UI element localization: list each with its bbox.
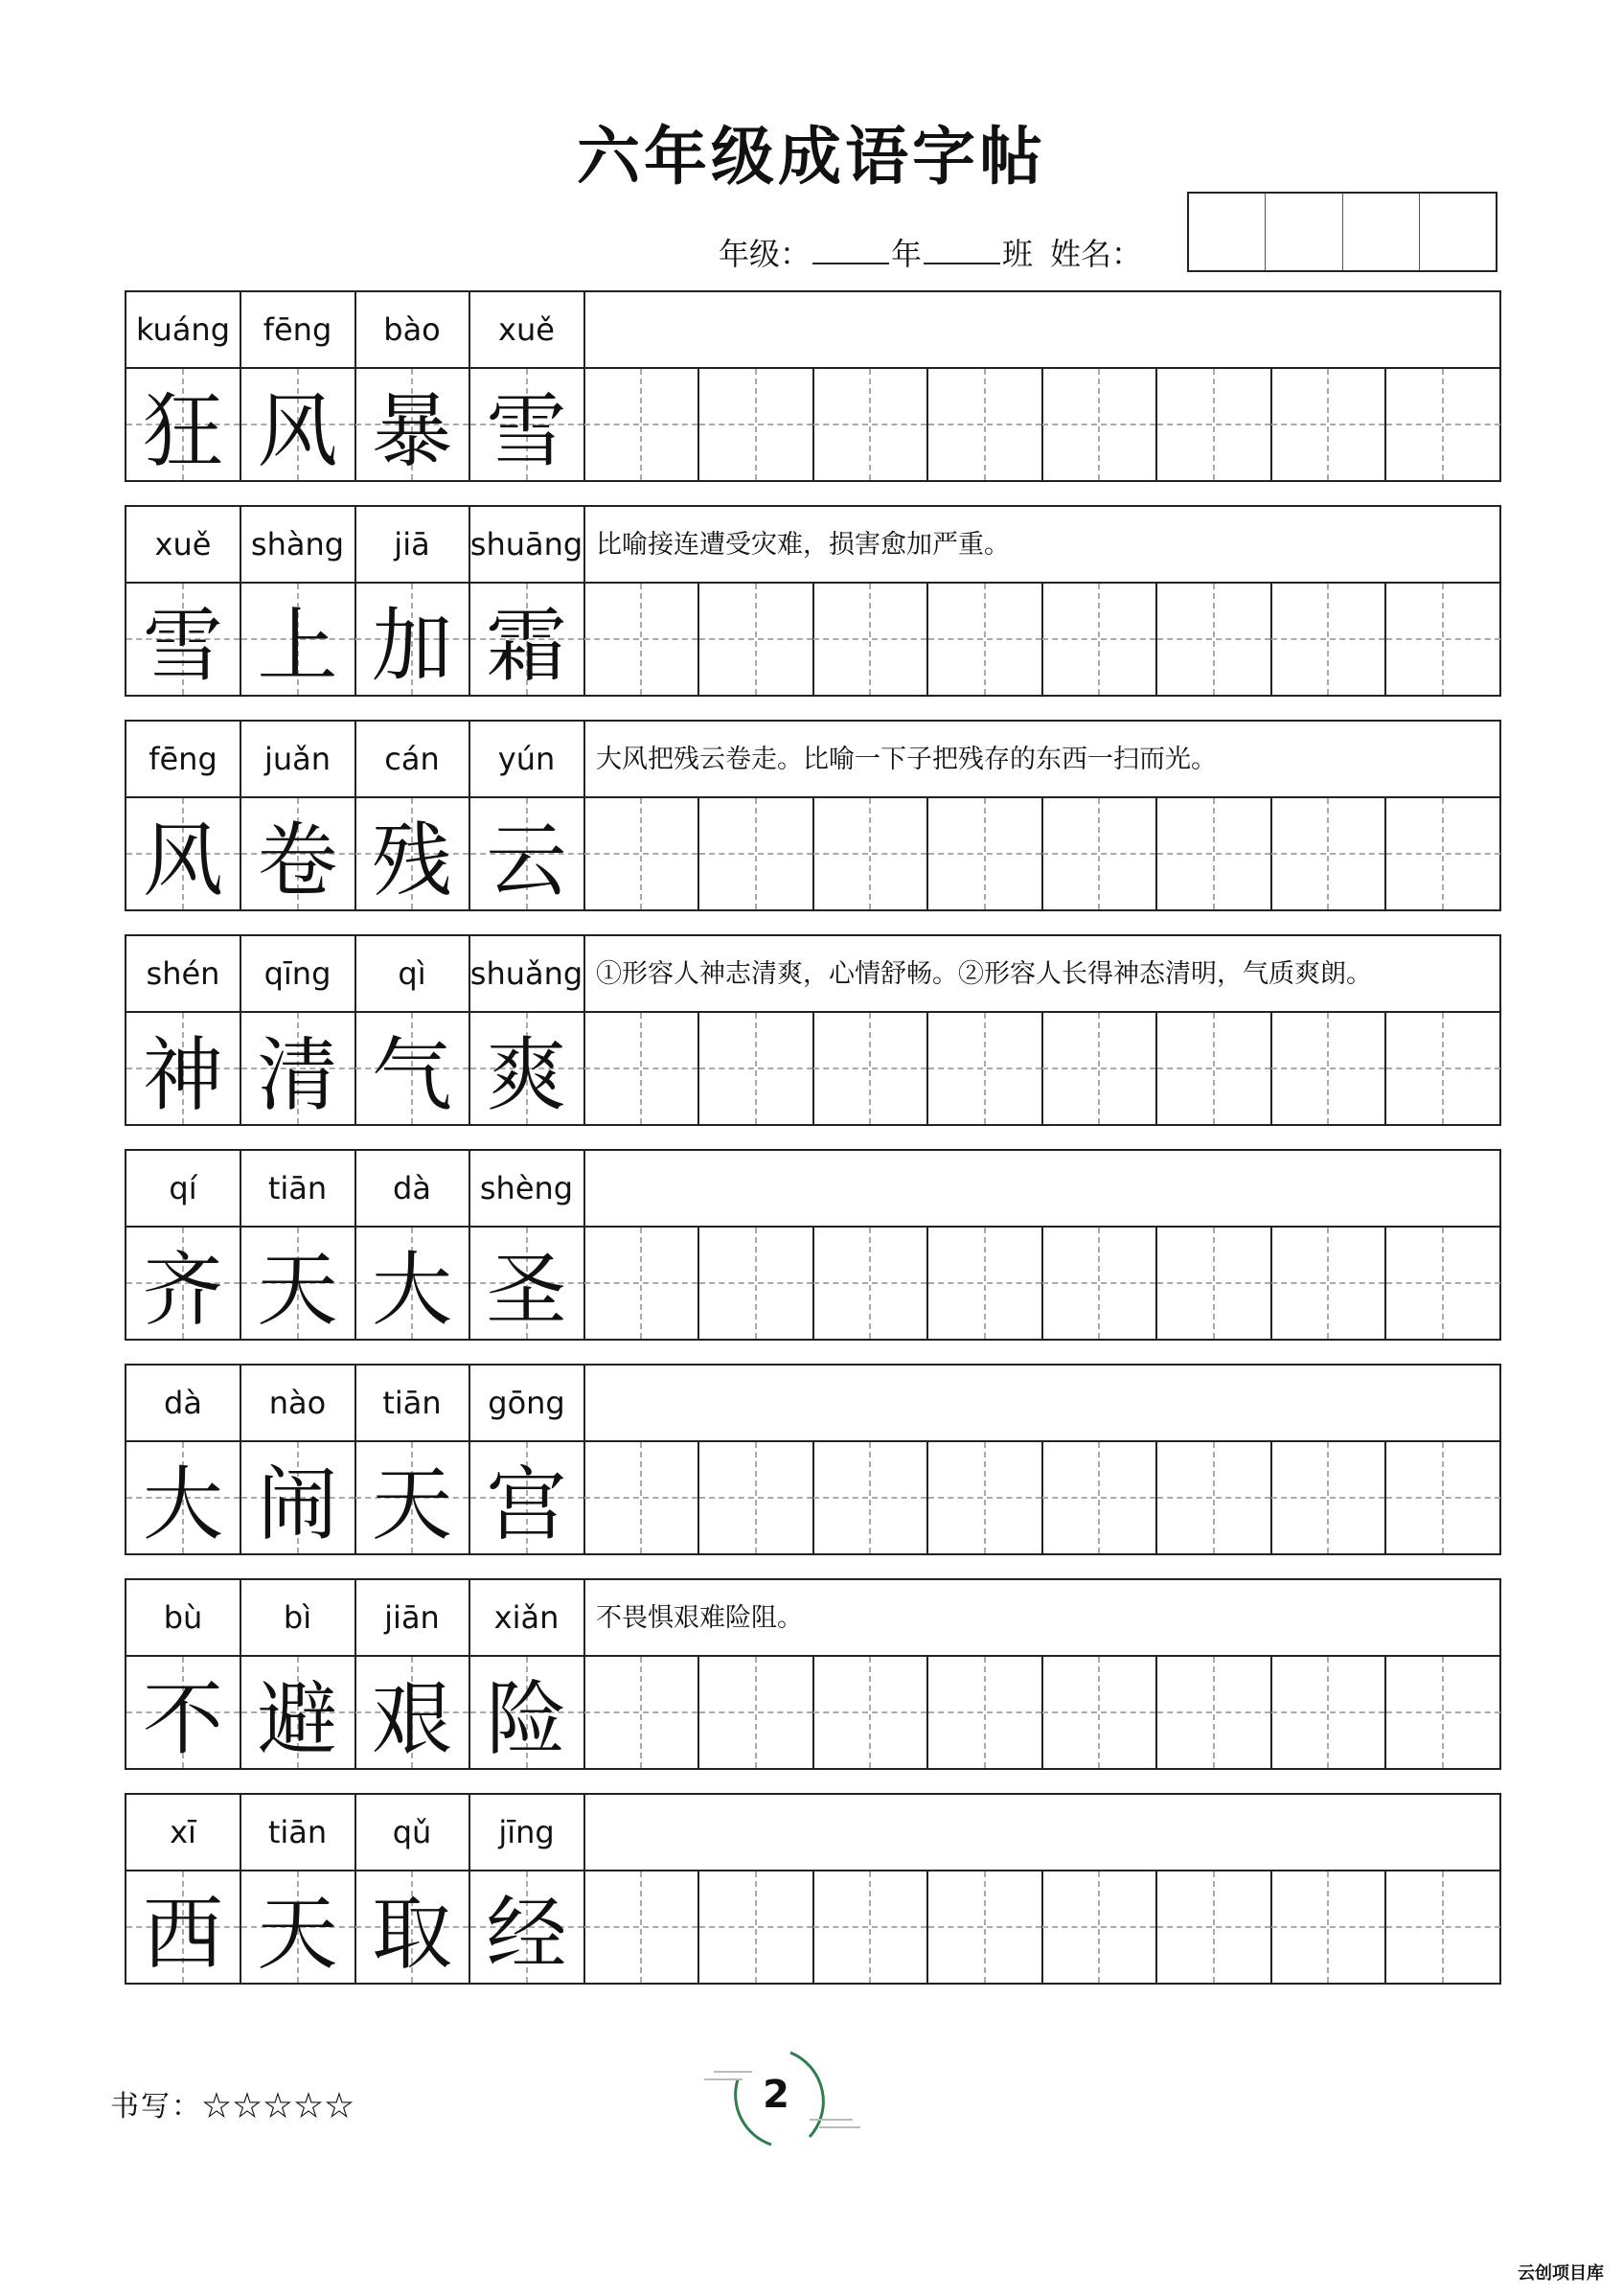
model-char-cell <box>355 1228 470 1339</box>
idiom-block <box>125 1793 1501 1985</box>
pinyin-cell: tiān <box>241 1795 356 1870</box>
pinyin-cell: qǔ <box>355 1795 470 1870</box>
practice-cell[interactable] <box>1157 798 1272 909</box>
practice-cell[interactable] <box>1271 1228 1386 1339</box>
practice-cell[interactable] <box>928 1013 1043 1124</box>
model-char-cell <box>241 1013 356 1124</box>
grid-guide-vertical <box>1327 1871 1329 1983</box>
model-char-cell <box>470 369 585 480</box>
grid-guide-vertical <box>640 1228 642 1339</box>
model-char-cell <box>126 1228 241 1339</box>
practice-cell[interactable] <box>1386 1657 1500 1768</box>
model-char-cell <box>241 584 356 695</box>
grid-guide-vertical <box>1098 1871 1100 1983</box>
model-character: 神 <box>142 1027 223 1122</box>
grid-guide-vertical <box>1098 584 1100 695</box>
idiom-meaning <box>596 1373 1487 1435</box>
page-title: 六年级成语字帖 <box>577 119 1046 194</box>
model-char-cell <box>126 1013 241 1124</box>
practice-cell[interactable] <box>1157 1442 1272 1553</box>
practice-cell[interactable] <box>699 1442 814 1553</box>
model-character: 上 <box>257 598 338 693</box>
pinyin-cell: tiān <box>355 1366 470 1440</box>
model-char-cell <box>126 1657 241 1768</box>
model-char-cell <box>355 1871 470 1983</box>
practice-cell[interactable] <box>1157 1013 1272 1124</box>
practice-cell[interactable] <box>699 1657 814 1768</box>
pinyin-row <box>126 1795 1499 1871</box>
pinyin-row <box>126 1580 1499 1657</box>
practice-cell[interactable] <box>928 1657 1043 1768</box>
grid-guide-vertical <box>1213 369 1215 480</box>
practice-cell[interactable] <box>1386 584 1500 695</box>
model-character: 闹 <box>257 1457 338 1551</box>
practice-cell[interactable] <box>1386 798 1500 909</box>
practice-cell[interactable] <box>1042 584 1157 695</box>
idiom-meaning: 大风把残云卷走。比喻一下子把残存的东西一扫而光。 <box>596 745 1217 774</box>
practice-cell[interactable] <box>1386 369 1500 480</box>
model-character: 经 <box>486 1886 567 1981</box>
model-character: 风 <box>142 813 223 907</box>
grid-guide-vertical <box>1213 1013 1215 1124</box>
grid-guide-vertical <box>869 369 871 480</box>
grid-guide-vertical <box>1442 584 1444 695</box>
model-character: 不 <box>142 1671 223 1766</box>
pinyin-cell: shàng <box>241 507 356 582</box>
grid-guide-vertical <box>755 1013 757 1124</box>
idiom-block <box>125 1578 1501 1770</box>
grid-guide-vertical <box>640 1657 642 1768</box>
practice-cell[interactable] <box>928 1871 1043 1983</box>
model-char-cell <box>241 1657 356 1768</box>
writing-row <box>126 1442 1499 1553</box>
practice-cell[interactable] <box>1271 1657 1386 1768</box>
grid-guide-vertical <box>1327 369 1329 480</box>
grid-guide-vertical <box>1327 798 1329 909</box>
rating-label: 书写： <box>110 2090 202 2124</box>
writing-row <box>126 1013 1499 1124</box>
grid-guide-vertical <box>1213 584 1215 695</box>
model-char-cell <box>470 1013 585 1124</box>
model-char-cell <box>355 1657 470 1768</box>
watermark: 云创项目库 <box>1518 2263 1604 2284</box>
practice-cell[interactable] <box>1042 1228 1157 1339</box>
practice-cell[interactable] <box>1157 1657 1272 1768</box>
pinyin-cell: bào <box>355 292 470 367</box>
page-number: 2 <box>763 2073 789 2117</box>
model-char-cell <box>126 1871 241 1983</box>
practice-cell[interactable] <box>1157 369 1272 480</box>
idiom-meaning: 不畏惧艰难险阻。 <box>596 1603 803 1633</box>
practice-cell[interactable] <box>1042 798 1157 909</box>
model-char-cell <box>241 1442 356 1553</box>
writing-row <box>126 1228 1499 1339</box>
practice-cell[interactable] <box>584 1871 699 1983</box>
grade-label: 年级： <box>719 236 812 272</box>
name-boxes[interactable] <box>1187 192 1497 272</box>
year-suffix: 年 <box>891 236 923 272</box>
writing-row <box>126 1657 1499 1768</box>
practice-cell[interactable] <box>584 1228 699 1339</box>
model-character: 雪 <box>486 383 567 478</box>
pinyin-cell: bù <box>126 1580 241 1655</box>
practice-cell[interactable] <box>584 369 699 480</box>
practice-cell[interactable] <box>813 369 928 480</box>
grid-guide-vertical <box>1327 1442 1329 1553</box>
pinyin-cell: juǎn <box>241 722 356 796</box>
idiom-meaning: ①形容人神志清爽，心情舒畅。②形容人长得神态清明，气质爽朗。 <box>596 959 1372 989</box>
model-char-cell <box>355 584 470 695</box>
grid-guide-vertical <box>640 584 642 695</box>
grid-guide-vertical <box>869 1871 871 1983</box>
practice-cell[interactable] <box>813 1871 928 1983</box>
idiom-block <box>125 1149 1501 1341</box>
model-char-cell <box>126 369 241 480</box>
grid-guide-vertical <box>755 1657 757 1768</box>
model-character: 气 <box>371 1027 452 1122</box>
grid-guide-vertical <box>1327 1228 1329 1339</box>
grid-guide-vertical <box>1442 369 1444 480</box>
grid-guide-vertical <box>869 1657 871 1768</box>
grid-guide-vertical <box>640 369 642 480</box>
model-character: 加 <box>371 598 452 693</box>
practice-cell[interactable] <box>1271 369 1386 480</box>
grid-guide-vertical <box>984 584 986 695</box>
model-character: 圣 <box>486 1242 567 1337</box>
idiom-block <box>125 934 1501 1126</box>
idiom-block <box>125 505 1501 697</box>
writing-row <box>126 369 1499 480</box>
model-character: 险 <box>486 1671 567 1766</box>
pinyin-cell: kuáng <box>126 292 241 367</box>
grid-guide-vertical <box>1442 1657 1444 1768</box>
pinyin-row <box>126 507 1499 584</box>
grid-guide-vertical <box>1442 1228 1444 1339</box>
student-info-line <box>719 230 1142 274</box>
model-char-cell <box>126 798 241 909</box>
grade-year-blank[interactable] <box>812 238 889 264</box>
model-character: 西 <box>142 1886 223 1981</box>
pinyin-cell: dà <box>355 1151 470 1226</box>
practice-cell[interactable] <box>1386 1228 1500 1339</box>
practice-cell[interactable] <box>1157 1228 1272 1339</box>
grid-guide-vertical <box>1098 369 1100 480</box>
model-character: 狂 <box>142 383 223 478</box>
grid-guide-vertical <box>1327 1013 1329 1124</box>
pinyin-cell: qīng <box>241 936 356 1011</box>
practice-cell[interactable] <box>813 1013 928 1124</box>
idiom-block <box>125 720 1501 911</box>
grid-guide-vertical <box>869 584 871 695</box>
pinyin-cell: gōng <box>470 1366 585 1440</box>
model-char-cell <box>126 1442 241 1553</box>
pinyin-cell: jiā <box>355 507 470 582</box>
idiom-block <box>125 290 1501 482</box>
name-box[interactable] <box>1266 194 1342 270</box>
grid-guide-vertical <box>1327 584 1329 695</box>
grid-guide-vertical <box>755 1442 757 1553</box>
class-blank[interactable] <box>924 238 1000 264</box>
practice-cell[interactable] <box>584 1657 699 1768</box>
model-character: 齐 <box>142 1242 223 1337</box>
pinyin-cell: nào <box>241 1366 356 1440</box>
grid-guide-vertical <box>1098 798 1100 909</box>
model-char-cell <box>355 369 470 480</box>
model-character: 残 <box>371 813 452 907</box>
pinyin-cell: fēng <box>126 722 241 796</box>
pinyin-cell: xuě <box>470 292 585 367</box>
grid-guide-vertical <box>755 369 757 480</box>
grid-guide-vertical <box>1213 1871 1215 1983</box>
practice-cell[interactable] <box>813 798 928 909</box>
name-box[interactable] <box>1343 194 1420 270</box>
practice-cell[interactable] <box>1271 798 1386 909</box>
idiom-block <box>125 1364 1501 1555</box>
model-char-cell <box>470 1442 585 1553</box>
practice-cell[interactable] <box>1386 1013 1500 1124</box>
grid-guide-vertical <box>984 1871 986 1983</box>
model-character: 天 <box>257 1242 338 1337</box>
pinyin-cell: shuǎng <box>470 936 585 1011</box>
grid-guide-vertical <box>640 798 642 909</box>
pinyin-cell: tiān <box>241 1151 356 1226</box>
pinyin-cell: shèng <box>470 1151 585 1226</box>
pinyin-row <box>126 1366 1499 1442</box>
grid-guide-vertical <box>984 1442 986 1553</box>
model-character: 雪 <box>142 598 223 693</box>
grid-guide-vertical <box>1213 1228 1215 1339</box>
practice-cell[interactable] <box>1271 1871 1386 1983</box>
model-char-cell <box>470 1871 585 1983</box>
practice-cell[interactable] <box>928 369 1043 480</box>
pinyin-cell: cán <box>355 722 470 796</box>
grid-guide-vertical <box>1442 1442 1444 1553</box>
practice-cell[interactable] <box>699 369 814 480</box>
practice-cell[interactable] <box>813 1442 928 1553</box>
grid-guide-vertical <box>984 798 986 909</box>
model-character: 爽 <box>486 1027 567 1122</box>
grid-guide-vertical <box>640 1013 642 1124</box>
practice-cell[interactable] <box>699 1228 814 1339</box>
practice-cell[interactable] <box>928 798 1043 909</box>
grid-guide-vertical <box>984 1657 986 1768</box>
practice-cell[interactable] <box>1157 1871 1272 1983</box>
model-character: 暴 <box>371 383 452 478</box>
practice-cell[interactable] <box>699 1013 814 1124</box>
name-box[interactable] <box>1189 194 1266 270</box>
practice-cell[interactable] <box>584 1013 699 1124</box>
model-char-cell <box>355 1442 470 1553</box>
pinyin-cell: jiān <box>355 1580 470 1655</box>
grid-guide-vertical <box>1098 1442 1100 1553</box>
idiom-meaning: 比喻接连遭受灾难，损害愈加严重。 <box>596 530 1010 560</box>
practice-cell[interactable] <box>1271 584 1386 695</box>
grid-guide-vertical <box>869 1013 871 1124</box>
grid-guide-vertical <box>755 1228 757 1339</box>
model-char-cell <box>241 798 356 909</box>
grid-guide-vertical <box>869 1228 871 1339</box>
practice-cell[interactable] <box>699 584 814 695</box>
model-char-cell <box>241 369 356 480</box>
writing-row <box>126 1871 1499 1983</box>
pinyin-cell: bì <box>241 1580 356 1655</box>
pinyin-cell: qì <box>355 936 470 1011</box>
pinyin-cell: fēng <box>241 292 356 367</box>
practice-cell[interactable] <box>1042 1013 1157 1124</box>
practice-cell[interactable] <box>813 584 928 695</box>
pinyin-cell: jīng <box>470 1795 585 1870</box>
pinyin-cell: qí <box>126 1151 241 1226</box>
model-char-cell <box>355 798 470 909</box>
grid-guide-vertical <box>984 1013 986 1124</box>
practice-cell[interactable] <box>1386 1442 1500 1553</box>
model-char-cell <box>241 1228 356 1339</box>
pinyin-cell: xī <box>126 1795 241 1870</box>
pinyin-row <box>126 292 1499 369</box>
practice-cell[interactable] <box>1042 1871 1157 1983</box>
practice-cell[interactable] <box>1271 1013 1386 1124</box>
writing-row <box>126 798 1499 909</box>
model-character: 云 <box>486 813 567 907</box>
grid-guide-vertical <box>1098 1013 1100 1124</box>
practice-cell[interactable] <box>1042 1442 1157 1553</box>
practice-cell[interactable] <box>928 584 1043 695</box>
practice-cell[interactable] <box>928 1228 1043 1339</box>
practice-cell[interactable] <box>584 798 699 909</box>
grid-guide-vertical <box>640 1442 642 1553</box>
practice-cell[interactable] <box>1042 369 1157 480</box>
writing-rating <box>110 2082 355 2124</box>
model-character: 清 <box>257 1027 338 1122</box>
grid-guide-vertical <box>1442 1871 1444 1983</box>
practice-cell[interactable] <box>813 1657 928 1768</box>
pinyin-cell: shén <box>126 936 241 1011</box>
name-box[interactable] <box>1420 194 1496 270</box>
grid-guide-vertical <box>755 1871 757 1983</box>
idiom-meaning <box>596 1802 1487 1864</box>
model-char-cell <box>241 1871 356 1983</box>
grid-guide-vertical <box>1442 1013 1444 1124</box>
grid-guide-vertical <box>1098 1657 1100 1768</box>
pinyin-row <box>126 1151 1499 1228</box>
model-character: 霜 <box>486 598 567 693</box>
practice-cell[interactable] <box>1042 1657 1157 1768</box>
writing-row <box>126 584 1499 695</box>
model-character: 风 <box>257 383 338 478</box>
model-character: 大 <box>142 1457 223 1551</box>
practice-cell[interactable] <box>1386 1871 1500 1983</box>
grid-guide-vertical <box>755 584 757 695</box>
model-character: 宫 <box>486 1457 567 1551</box>
practice-cell[interactable] <box>1157 584 1272 695</box>
grid-guide-vertical <box>984 1228 986 1339</box>
model-character: 卷 <box>257 813 338 907</box>
pinyin-row <box>126 936 1499 1013</box>
model-character: 取 <box>371 1886 452 1981</box>
name-label: 姓名： <box>1050 236 1143 272</box>
pinyin-cell: dà <box>126 1366 241 1440</box>
rating-stars[interactable]: ☆☆☆☆☆ <box>202 2090 355 2124</box>
practice-cell[interactable] <box>584 584 699 695</box>
practice-cell[interactable] <box>1271 1442 1386 1553</box>
model-character: 避 <box>257 1671 338 1766</box>
grid-guide-vertical <box>1213 798 1215 909</box>
grid-guide-vertical <box>640 1871 642 1983</box>
grid-guide-vertical <box>869 1442 871 1553</box>
pinyin-cell: shuāng <box>470 507 585 582</box>
idiom-meaning <box>596 1159 1487 1220</box>
grid-guide-vertical <box>1213 1442 1215 1553</box>
model-char-cell <box>470 584 585 695</box>
class-suffix: 班 <box>1002 236 1034 272</box>
model-char-cell <box>126 584 241 695</box>
grid-guide-vertical <box>1327 1657 1329 1768</box>
pinyin-cell: xiǎn <box>470 1580 585 1655</box>
practice-cell[interactable] <box>699 798 814 909</box>
practice-cell[interactable] <box>584 1442 699 1553</box>
grid-guide-vertical <box>1098 1228 1100 1339</box>
pinyin-cell: xuě <box>126 507 241 582</box>
pinyin-cell: yún <box>470 722 585 796</box>
practice-cell[interactable] <box>928 1442 1043 1553</box>
grid-guide-vertical <box>984 369 986 480</box>
grid-guide-vertical <box>1442 798 1444 909</box>
practice-cell[interactable] <box>699 1871 814 1983</box>
idiom-meaning <box>596 300 1487 361</box>
model-char-cell <box>470 1657 585 1768</box>
model-character: 天 <box>371 1457 452 1551</box>
model-char-cell <box>355 1013 470 1124</box>
model-char-cell <box>470 1228 585 1339</box>
grid-guide-vertical <box>1213 1657 1215 1768</box>
model-char-cell <box>470 798 585 909</box>
pinyin-row <box>126 722 1499 798</box>
practice-cell[interactable] <box>813 1228 928 1339</box>
model-character: 天 <box>257 1886 338 1981</box>
grid-guide-vertical <box>869 798 871 909</box>
model-character: 艰 <box>371 1671 452 1766</box>
grid-guide-vertical <box>755 798 757 909</box>
model-character: 大 <box>371 1242 452 1337</box>
